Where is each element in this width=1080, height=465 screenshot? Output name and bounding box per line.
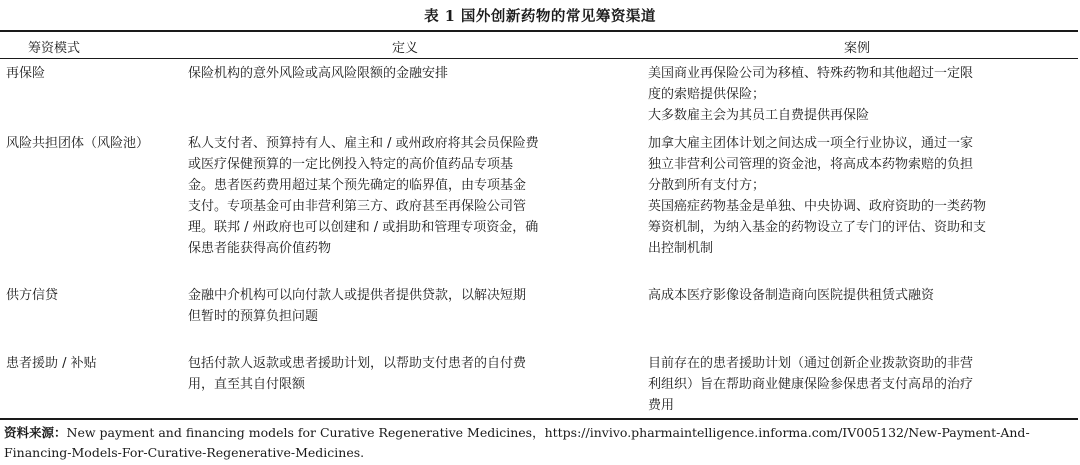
source-text: New payment and financing models for Curative Regenerative Medicines，https://invivo.pharmaintelligence.informa.com/IV005132/New-Payment-And-Financing-Models-For-Curative-Regenerative-Medicines.	[4, 425, 1030, 460]
header-cases: 案例	[844, 41, 871, 56]
row-definition-cell: 金融中介机构可以向付款人或提供者提供贷款，以解决短期 但暂时的预算负担问题	[188, 288, 527, 324]
row-cases-cell: 加拿大雇主团体计划之间达成一项全行业协议，通过一家 独立非营利公司管理的资金池，将高成本药物索赔的负担 分散到所有支付方； 英国癌症药物基金是单独、中央协调、政府资助的一类药物 筹资机制，为纳入基金的药物设立了专门的评估、资助和支 出控制机制	[648, 136, 987, 256]
row-cases-cell: 目前存在的患者援助计划（通过创新企业拨款资助的非营 利组织）旨在帮助商业健康保险参保患者支付高昂的治疗 费用	[648, 356, 974, 413]
row-definition-cell: 私人支付者、预算持有人、雇主和 / 或州政府将其会员保险费 或医疗保健预算的一定比例投入特定的高价值药品专项基 金。患者医药费用超过某个预先确定的临界值，由专项基金 支付。专项基金可由非营利第三方、政府甚至再保险公司管 理。联邦 / 州政府也可以创建和 / 或捐助和管理专项资金，确 保患者能获得高价值药物	[188, 136, 539, 256]
top-rule	[0, 30, 1078, 32]
row-mode-cell: 风险共担团体（风险池）	[6, 136, 150, 151]
row-mode-cell: 再保险	[6, 66, 46, 81]
header-definition: 定义	[392, 41, 419, 56]
source-label: 资料来源：	[4, 425, 67, 440]
row-definition-cell: 保险机构的意外风险或高风险限额的金融安排	[188, 66, 449, 81]
header-rule	[0, 58, 1078, 59]
source-note	[4, 423, 1078, 463]
row-mode-cell: 患者援助 / 补贴	[6, 356, 97, 371]
bottom-rule	[0, 418, 1078, 420]
header-mode: 筹资模式	[28, 41, 81, 56]
row-cases-cell: 美国商业再保险公司为移植、特殊药物和其他超过一定限 度的索赔提供保险； 大多数雇主会为其员工自费提供再保险	[648, 66, 974, 123]
row-definition-cell: 包括付款人返款或患者援助计划，以帮助支付患者的自付费 用，直至其自付限额	[188, 356, 527, 392]
row-cases-cell: 高成本医疗影像设备制造商向医院提供租赁式融资	[648, 288, 935, 303]
row-mode-cell: 供方信贷	[6, 288, 59, 303]
table-title: 表 1 国外创新药物的常见筹资渠道	[424, 8, 656, 25]
